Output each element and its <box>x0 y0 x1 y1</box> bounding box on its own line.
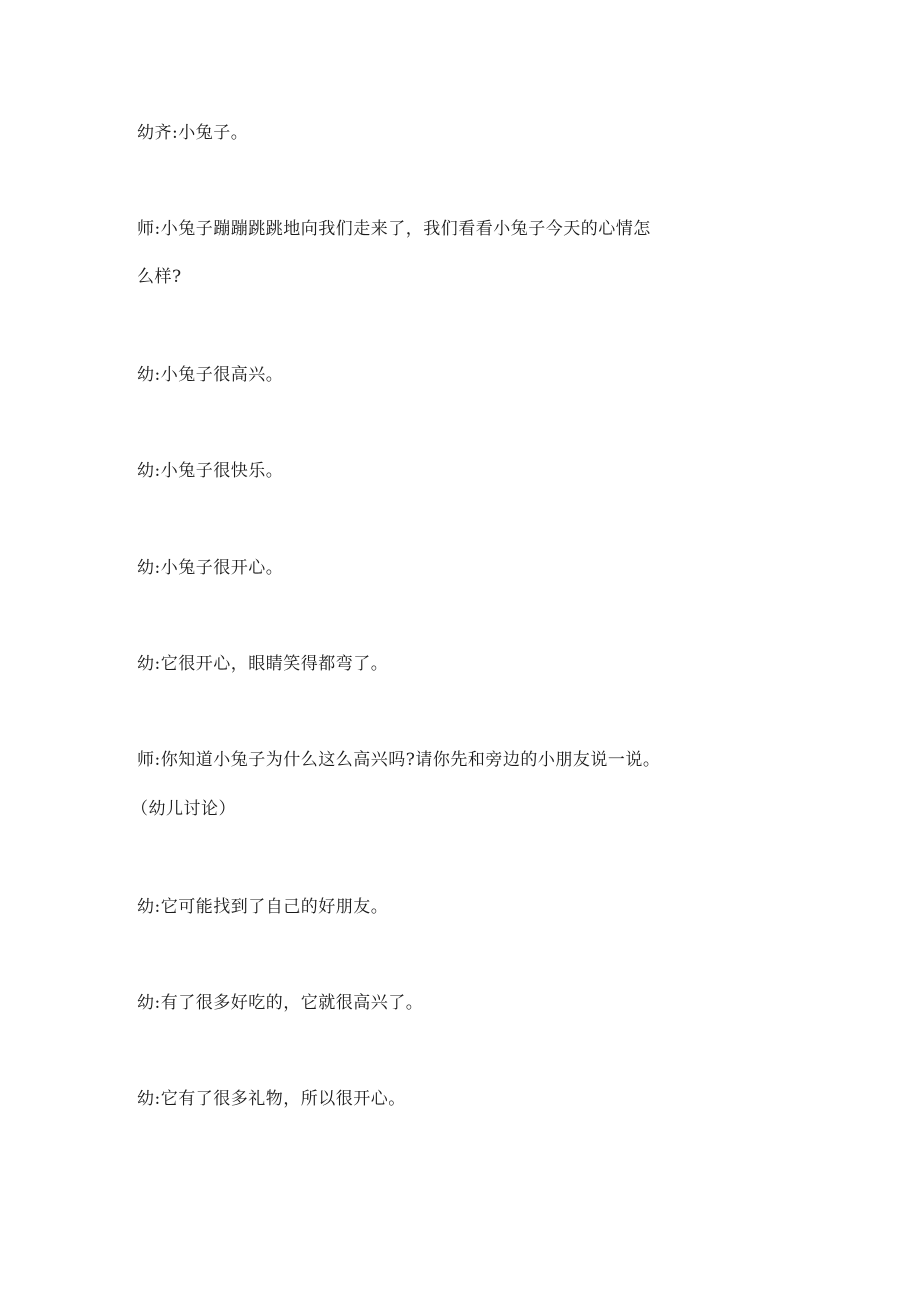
dialogue-line-2: 师:小兔子蹦蹦跳跳地向我们走来了，我们看看小兔子今天的心情怎 <box>137 219 651 239</box>
dialogue-line-2-continued: 么样? <box>137 267 182 287</box>
dialogue-line-1: 幼齐:小兔子。 <box>137 123 249 143</box>
dialogue-line-6: 幼:它很开心，眼睛笑得都弯了。 <box>137 654 389 674</box>
dialogue-line-4: 幼:小兔子很快乐。 <box>137 461 284 481</box>
dialogue-line-9: 幼:有了很多好吃的，它就很高兴了。 <box>137 993 424 1013</box>
dialogue-line-7: 师:你知道小兔子为什么这么高兴吗?请你先和旁边的小朋友说一说。 <box>137 750 661 770</box>
dialogue-line-5: 幼:小兔子很开心。 <box>137 558 284 578</box>
dialogue-line-10: 幼:它有了很多礼物，所以很开心。 <box>137 1089 406 1109</box>
stage-direction: （幼儿讨论） <box>131 799 236 819</box>
dialogue-line-3: 幼:小兔子很高兴。 <box>137 365 284 385</box>
dialogue-line-8: 幼:它可能找到了自己的好朋友。 <box>137 897 389 917</box>
